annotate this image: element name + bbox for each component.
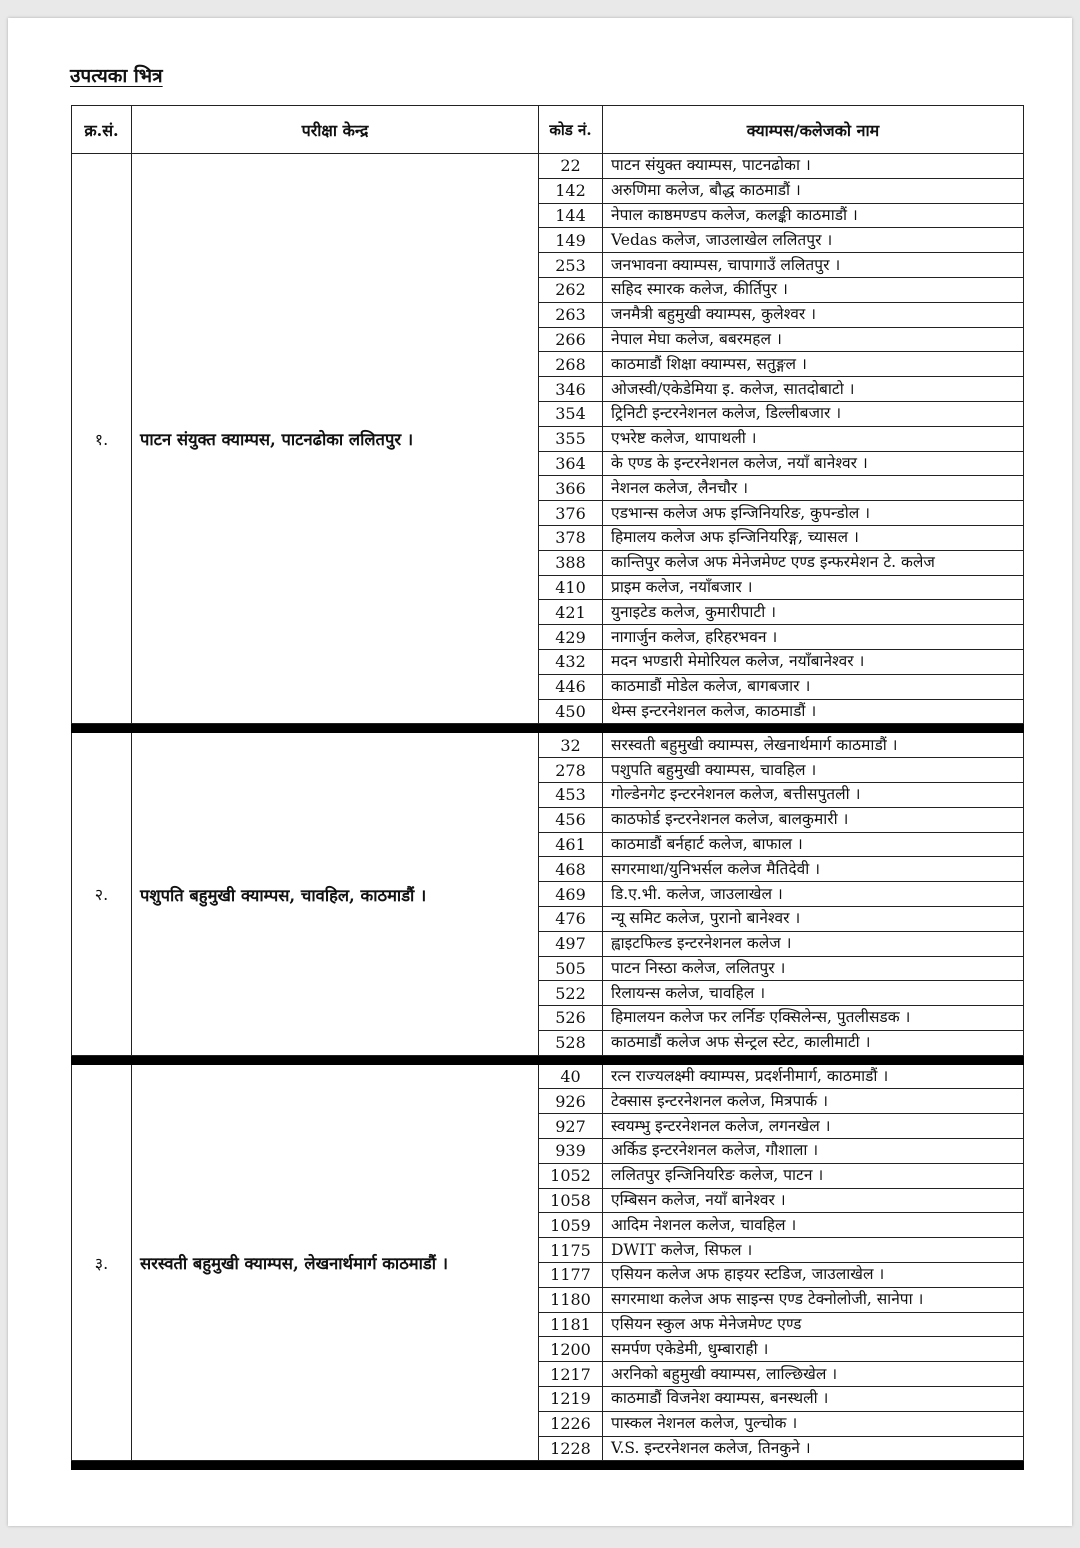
- college-code: 450: [539, 699, 603, 724]
- college-name: टेक्सास इन्टरनेशनल कलेज, मित्रपार्क ।: [603, 1089, 1024, 1114]
- exam-center-name: सरस्वती बहुमुखी क्याम्पस, लेखनार्थमार्ग काठमाडौं ।: [132, 1064, 539, 1461]
- college-code: 927: [539, 1114, 603, 1139]
- college-code: 461: [539, 832, 603, 857]
- college-name: नागार्जुन कलेज, हरिहरभवन ।: [603, 625, 1024, 650]
- college-code: 354: [539, 401, 603, 426]
- header-code: कोड नं.: [539, 106, 603, 154]
- header-exam-center: परीक्षा केन्द्र: [132, 106, 539, 154]
- college-name: कान्तिपुर कलेज अफ मेनेजमेण्ट एण्ड इन्फरमेशन टे. कलेज: [603, 550, 1024, 575]
- exam-center-name: पाटन संयुक्त क्याम्पस, पाटनढोका ललितपुर ।: [132, 154, 539, 724]
- college-code: 522: [539, 981, 603, 1006]
- college-name: ह्वाइटफिल्ड इन्टरनेशनल कलेज ।: [603, 931, 1024, 956]
- college-name: सहिद स्मारक कलेज, कीर्तिपुर ।: [603, 277, 1024, 302]
- exam-center-name: पशुपति बहुमुखी क्याम्पस, चावहिल, काठमाडौं ।: [132, 733, 539, 1055]
- table-body: [72, 154, 1024, 1470]
- college-code: 149: [539, 228, 603, 253]
- college-name: रिलायन्स कलेज, चावहिल ।: [603, 981, 1024, 1006]
- section-heading: उपत्यका भित्र: [70, 65, 163, 87]
- college-code: 421: [539, 600, 603, 625]
- serial-number: २.: [72, 733, 132, 1055]
- college-name: आदिम नेशनल कलेज, चावहिल ।: [603, 1213, 1024, 1238]
- college-code: 22: [539, 154, 603, 179]
- college-code: 366: [539, 476, 603, 501]
- college-name: काठमाडौं विजनेश क्याम्पस, बनस्थली ।: [603, 1387, 1024, 1412]
- college-name: युनाइटेड कलेज, कुमारीपाटी ।: [603, 600, 1024, 625]
- college-name: पाटन निस्ठा कलेज, ललितपुर ।: [603, 956, 1024, 981]
- college-code: 142: [539, 178, 603, 203]
- college-name: स्वयम्भु इन्टरनेशनल कलेज, लगनखेल ।: [603, 1114, 1024, 1139]
- college-name: अर्किड इन्टरनेशनल कलेज, गौशाला ।: [603, 1139, 1024, 1164]
- college-code: 1180: [539, 1287, 603, 1312]
- college-name: समर्पण एकेडेमी, धुम्बाराही ।: [603, 1337, 1024, 1362]
- college-code: 1226: [539, 1411, 603, 1436]
- college-code: 376: [539, 501, 603, 526]
- college-name: न्यू समिट कलेज, पुरानो बानेश्वर ।: [603, 906, 1024, 931]
- serial-number: ३.: [72, 1064, 132, 1461]
- college-code: 1181: [539, 1312, 603, 1337]
- college-code: 268: [539, 352, 603, 377]
- college-code: 446: [539, 674, 603, 699]
- college-code: 388: [539, 550, 603, 575]
- group-separator: [72, 1055, 1024, 1064]
- college-code: 263: [539, 302, 603, 327]
- college-name: एडभान्स कलेज अफ इन्जिनियरिङ, कुपन्डोल ।: [603, 501, 1024, 526]
- exam-center-table: [71, 105, 1024, 1470]
- college-name: काठफोर्ड इन्टरनेशनल कलेज, बालकुमारी ।: [603, 807, 1024, 832]
- college-code: 1052: [539, 1163, 603, 1188]
- college-name: थेम्स इन्टरनेशनल कलेज, काठमाडौं ।: [603, 699, 1024, 724]
- college-name: Vedas कलेज, जाउलाखेल ललितपुर ।: [603, 228, 1024, 253]
- college-code: 469: [539, 882, 603, 907]
- table-row: [72, 1064, 1024, 1089]
- college-name: प्राइम कलेज, नयाँबजार ।: [603, 575, 1024, 600]
- college-code: 468: [539, 857, 603, 882]
- college-name: ललितपुर इन्जिनियरिङ कलेज, पाटन ।: [603, 1163, 1024, 1188]
- college-name: पास्कल नेशनल कलेज, पुल्चोक ।: [603, 1411, 1024, 1436]
- table-header-row: [72, 106, 1024, 154]
- table-row: [72, 154, 1024, 179]
- college-name: रत्न राज्यलक्ष्मी क्याम्पस, प्रदर्शनीमार्ग, काठमाडौं ।: [603, 1064, 1024, 1089]
- college-code: 266: [539, 327, 603, 352]
- college-code: 432: [539, 649, 603, 674]
- group-separator: [72, 724, 1024, 733]
- college-name: हिमालयन कलेज फर लर्निङ एक्सिलेन्स, पुतलीसडक ।: [603, 1006, 1024, 1031]
- college-name: एभरेष्ट कलेज, थापाथली ।: [603, 426, 1024, 451]
- college-name: नेशनल कलेज, लैनचौर ।: [603, 476, 1024, 501]
- college-code: 1228: [539, 1436, 603, 1461]
- college-name: V.S. इन्टरनेशनल कलेज, तिनकुने ।: [603, 1436, 1024, 1461]
- college-code: 1219: [539, 1387, 603, 1412]
- college-name: सरस्वती बहुमुखी क्याम्पस, लेखनार्थमार्ग काठमाडौं ।: [603, 733, 1024, 758]
- separator-bar: [72, 1461, 1024, 1470]
- college-code: 1059: [539, 1213, 603, 1238]
- group-separator: [72, 1461, 1024, 1470]
- college-name: पाटन संयुक्त क्याम्पस, पाटनढोका ।: [603, 154, 1024, 179]
- college-code: 456: [539, 807, 603, 832]
- college-name: नेपाल काष्ठमण्डप कलेज, कलङ्की काठमाडौं ।: [603, 203, 1024, 228]
- college-code: 926: [539, 1089, 603, 1114]
- college-code: 355: [539, 426, 603, 451]
- college-name: DWIT कलेज, सिफल ।: [603, 1238, 1024, 1263]
- college-code: 378: [539, 525, 603, 550]
- table-row: [72, 733, 1024, 758]
- college-name: सगरमाथा कलेज अफ साइन्स एण्ड टेक्नोलोजी, सानेपा ।: [603, 1287, 1024, 1312]
- college-name: काठमाडौं शिक्षा क्याम्पस, सतुङ्गल ।: [603, 352, 1024, 377]
- college-code: 364: [539, 451, 603, 476]
- college-code: 1175: [539, 1238, 603, 1263]
- college-code: 1177: [539, 1263, 603, 1288]
- college-name: नेपाल मेघा कलेज, बबरमहल ।: [603, 327, 1024, 352]
- college-name: के एण्ड के इन्टरनेशनल कलेज, नयाँ बानेश्वर ।: [603, 451, 1024, 476]
- document-page: [8, 18, 1072, 1526]
- college-name: हिमालय कलेज अफ इन्जिनियरिङ्ग, च्यासल ।: [603, 525, 1024, 550]
- college-code: 32: [539, 733, 603, 758]
- college-name: अरनिको बहुमुखी क्याम्पस, लाल्छिखेल ।: [603, 1362, 1024, 1387]
- college-code: 429: [539, 625, 603, 650]
- serial-number: १.: [72, 154, 132, 724]
- college-code: 1200: [539, 1337, 603, 1362]
- college-name: जनमैत्री बहुमुखी क्याम्पस, कुलेश्वर ।: [603, 302, 1024, 327]
- separator-bar: [72, 1055, 1024, 1064]
- college-code: 144: [539, 203, 603, 228]
- college-name: काठमाडौं मोडेल कलेज, बागबजार ।: [603, 674, 1024, 699]
- college-name: मदन भण्डारी मेमोरियल कलेज, नयाँबानेश्वर ।: [603, 649, 1024, 674]
- college-name: ट्रिनिटी इन्टरनेशनल कलेज, डिल्लीबजार ।: [603, 401, 1024, 426]
- college-code: 939: [539, 1139, 603, 1164]
- header-serial: क्र.सं.: [72, 106, 132, 154]
- separator-bar: [72, 724, 1024, 733]
- college-name: अरुणिमा कलेज, बौद्ध काठमाडौं ।: [603, 178, 1024, 203]
- college-code: 476: [539, 906, 603, 931]
- college-name: गोल्डेनगेट इन्टरनेशनल कलेज, बत्तीसपुतली ।: [603, 782, 1024, 807]
- college-code: 505: [539, 956, 603, 981]
- college-code: 1058: [539, 1188, 603, 1213]
- college-name: जनभावना क्याम्पस, चापागाउँ ललितपुर ।: [603, 253, 1024, 278]
- college-name: ओजस्वी/एकेडेमिया इ. कलेज, सातदोबाटो ।: [603, 377, 1024, 402]
- college-code: 346: [539, 377, 603, 402]
- college-name: काठमाडौं कलेज अफ सेन्ट्रल स्टेट, कालीमाटी ।: [603, 1030, 1024, 1055]
- college-code: 262: [539, 277, 603, 302]
- college-name: एसियन स्कुल अफ मेनेजमेण्ट एण्ड: [603, 1312, 1024, 1337]
- college-code: 278: [539, 758, 603, 783]
- college-code: 528: [539, 1030, 603, 1055]
- college-code: 497: [539, 931, 603, 956]
- college-name: एसियन कलेज अफ हाइयर स्टडिज, जाउलाखेल ।: [603, 1263, 1024, 1288]
- college-name: पशुपति बहुमुखी क्याम्पस, चावहिल ।: [603, 758, 1024, 783]
- college-name: सगरमाथा/युनिभर्सल कलेज मैतिदेवी ।: [603, 857, 1024, 882]
- college-code: 526: [539, 1006, 603, 1031]
- college-code: 453: [539, 782, 603, 807]
- header-college-name: क्याम्पस/कलेजको नाम: [603, 106, 1024, 154]
- college-name: एम्बिसन कलेज, नयाँ बानेश्वर ।: [603, 1188, 1024, 1213]
- college-code: 40: [539, 1064, 603, 1089]
- college-name: डि.ए.भी. कलेज, जाउलाखेल ।: [603, 882, 1024, 907]
- college-code: 1217: [539, 1362, 603, 1387]
- college-code: 253: [539, 253, 603, 278]
- college-name: काठमाडौं बर्नहार्ट कलेज, बाफाल ।: [603, 832, 1024, 857]
- college-code: 410: [539, 575, 603, 600]
